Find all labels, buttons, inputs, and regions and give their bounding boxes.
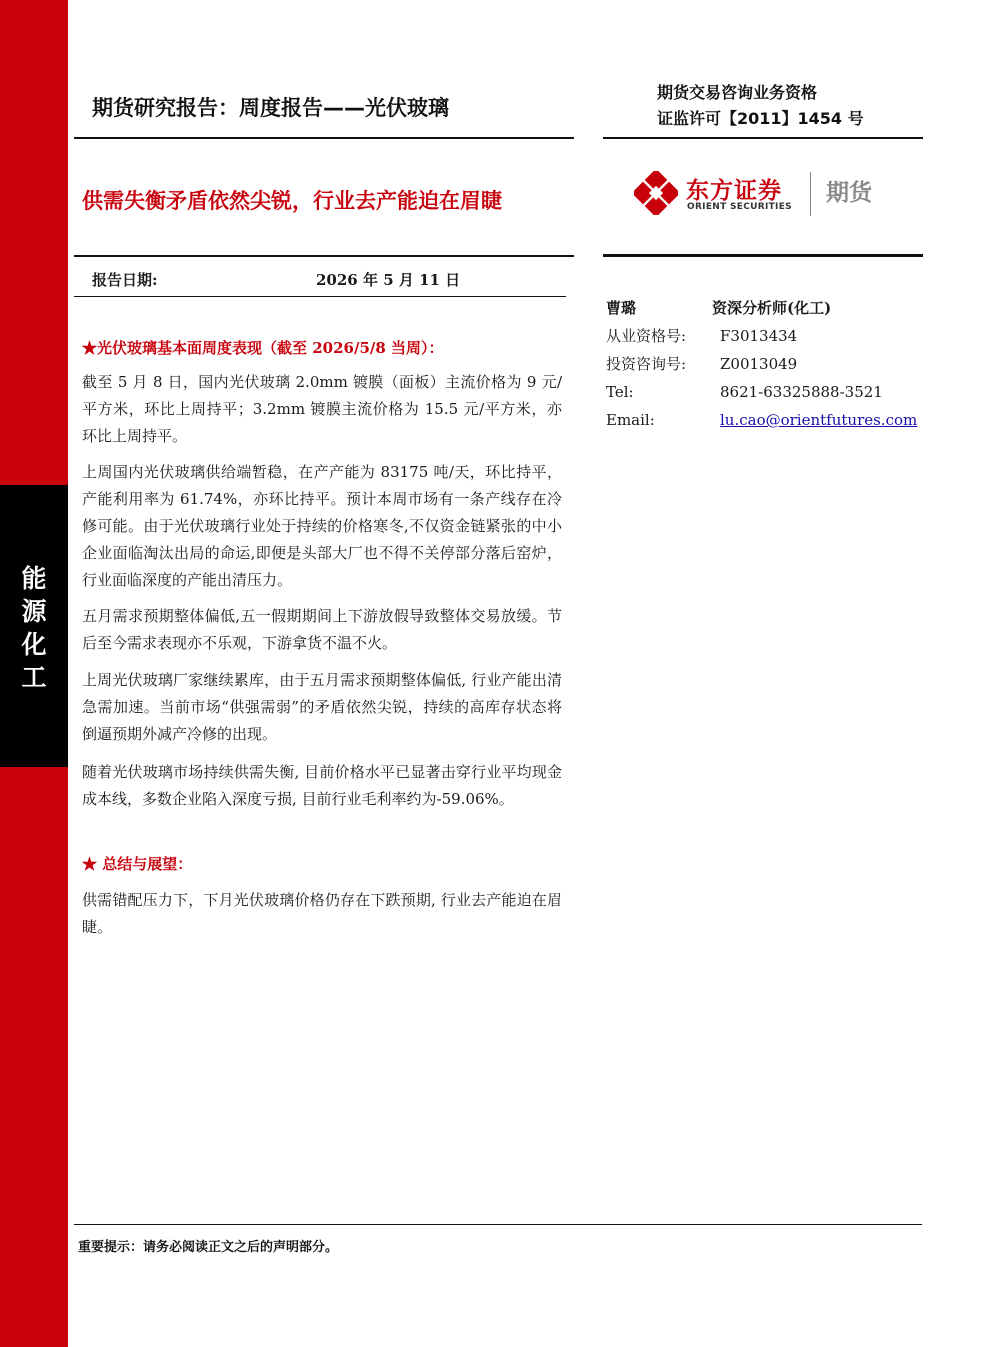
side-char: 源 <box>21 597 47 626</box>
qualification-line: 期货交易咨询业务资格 <box>657 83 818 102</box>
paragraph: 截至 5 月 8 日，国内光伏玻璃 2.0mm 镀膜（面板）主流价格为 9 元/平方米，环比上周持平；3.2mm 镀膜主流价格为 15.5 元/平方米，亦环比上周持平。 <box>82 373 562 445</box>
side-category-label <box>0 562 68 694</box>
diamond-logo-icon <box>634 171 678 215</box>
footer-notice: 重要提示：请务必阅读正文之后的声明部分。 <box>78 1240 339 1255</box>
paragraph: 上周光伏玻璃厂家继续累库，由于五月需求预期整体偏低, 行业产能出清急需加速。当前市场“供强需弱”的矛盾依然尖锐，持续的高库存状态将倒逼预期外减产冷修的出现。 <box>82 671 562 743</box>
logo-divider <box>810 172 811 216</box>
side-char: 工 <box>21 663 47 692</box>
section-heading-outlook: ★ 总结与展望： <box>82 855 193 873</box>
footer-rule <box>74 1224 922 1225</box>
report-headline: 供需失衡矛盾依然尖锐，行业去产能迫在眉睫 <box>82 189 502 213</box>
consult-label: 投资咨询号: <box>606 355 687 373</box>
analyst-name: 曹璐 <box>606 299 637 317</box>
cert-value: F3013434 <box>720 327 798 345</box>
headline-rule-left <box>74 255 574 257</box>
email-link[interactable]: lu.cao@orientfutures.com <box>720 411 918 429</box>
logo-name-en: ORIENT SECURITIES <box>687 202 792 212</box>
tel-value: 8621-63325888-3521 <box>720 383 883 401</box>
company-logo <box>634 168 894 218</box>
report-type-title: 期货研究报告：周度报告——光伏玻璃 <box>92 96 449 120</box>
report-date-value: 2026 年 5 月 11 日 <box>316 271 461 289</box>
header-rule-left <box>74 137 574 139</box>
consult-value: Z0013049 <box>720 355 798 373</box>
qualification-block <box>657 80 864 132</box>
paragraph: 随着光伏玻璃市场持续供需失衡, 目前价格水平已显著击穿行业平均现金成本线，多数企业陷入深度亏损, 目前行业毛利率约为-59.06%。 <box>82 763 562 808</box>
license-line: 证监许可【2011】1454 号 <box>657 109 864 128</box>
email-label: Email: <box>606 411 655 429</box>
logo-division: 期货 <box>826 180 872 206</box>
cert-label: 从业资格号: <box>606 327 687 345</box>
header-rule-right <box>603 137 923 139</box>
section-heading-weekly: ★光伏玻璃基本面周度表现（截至 2026/5/8 当周）： <box>82 339 444 357</box>
logo-name-cn: 东方证券 <box>686 178 782 204</box>
side-char: 化 <box>21 630 47 659</box>
report-date-label: 报告日期: <box>92 271 158 289</box>
analyst-title: 资深分析师(化工) <box>712 299 832 317</box>
tel-label: Tel: <box>606 383 634 401</box>
date-rule <box>74 296 566 297</box>
paragraph: 上周国内光伏玻璃供给端暂稳，在产产能为 83175 吨/天，环比持平，产能利用率为 61.74%，亦环比持平。预计本周市场有一条产线存在冷修可能。由于光伏玻璃行业处于持续的价格寒冬,不仅资金链紧张的中小企业面临淘汰出局的命运,即便是头部大厂也不得不关停部分落后窑炉，行业面临深度的产能出清压力。 <box>82 463 562 589</box>
paragraph: 供需错配压力下，下月光伏玻璃价格仍存在下跌预期, 行业去产能迫在眉睫。 <box>82 891 562 936</box>
side-char: 能 <box>21 564 47 593</box>
headline-rule-right <box>603 254 923 257</box>
paragraph: 五月需求预期整体偏低,五一假期期间上下游放假导致整体交易放缓。节后至今需求表现亦不乐观，下游拿货不温不火。 <box>82 607 562 652</box>
